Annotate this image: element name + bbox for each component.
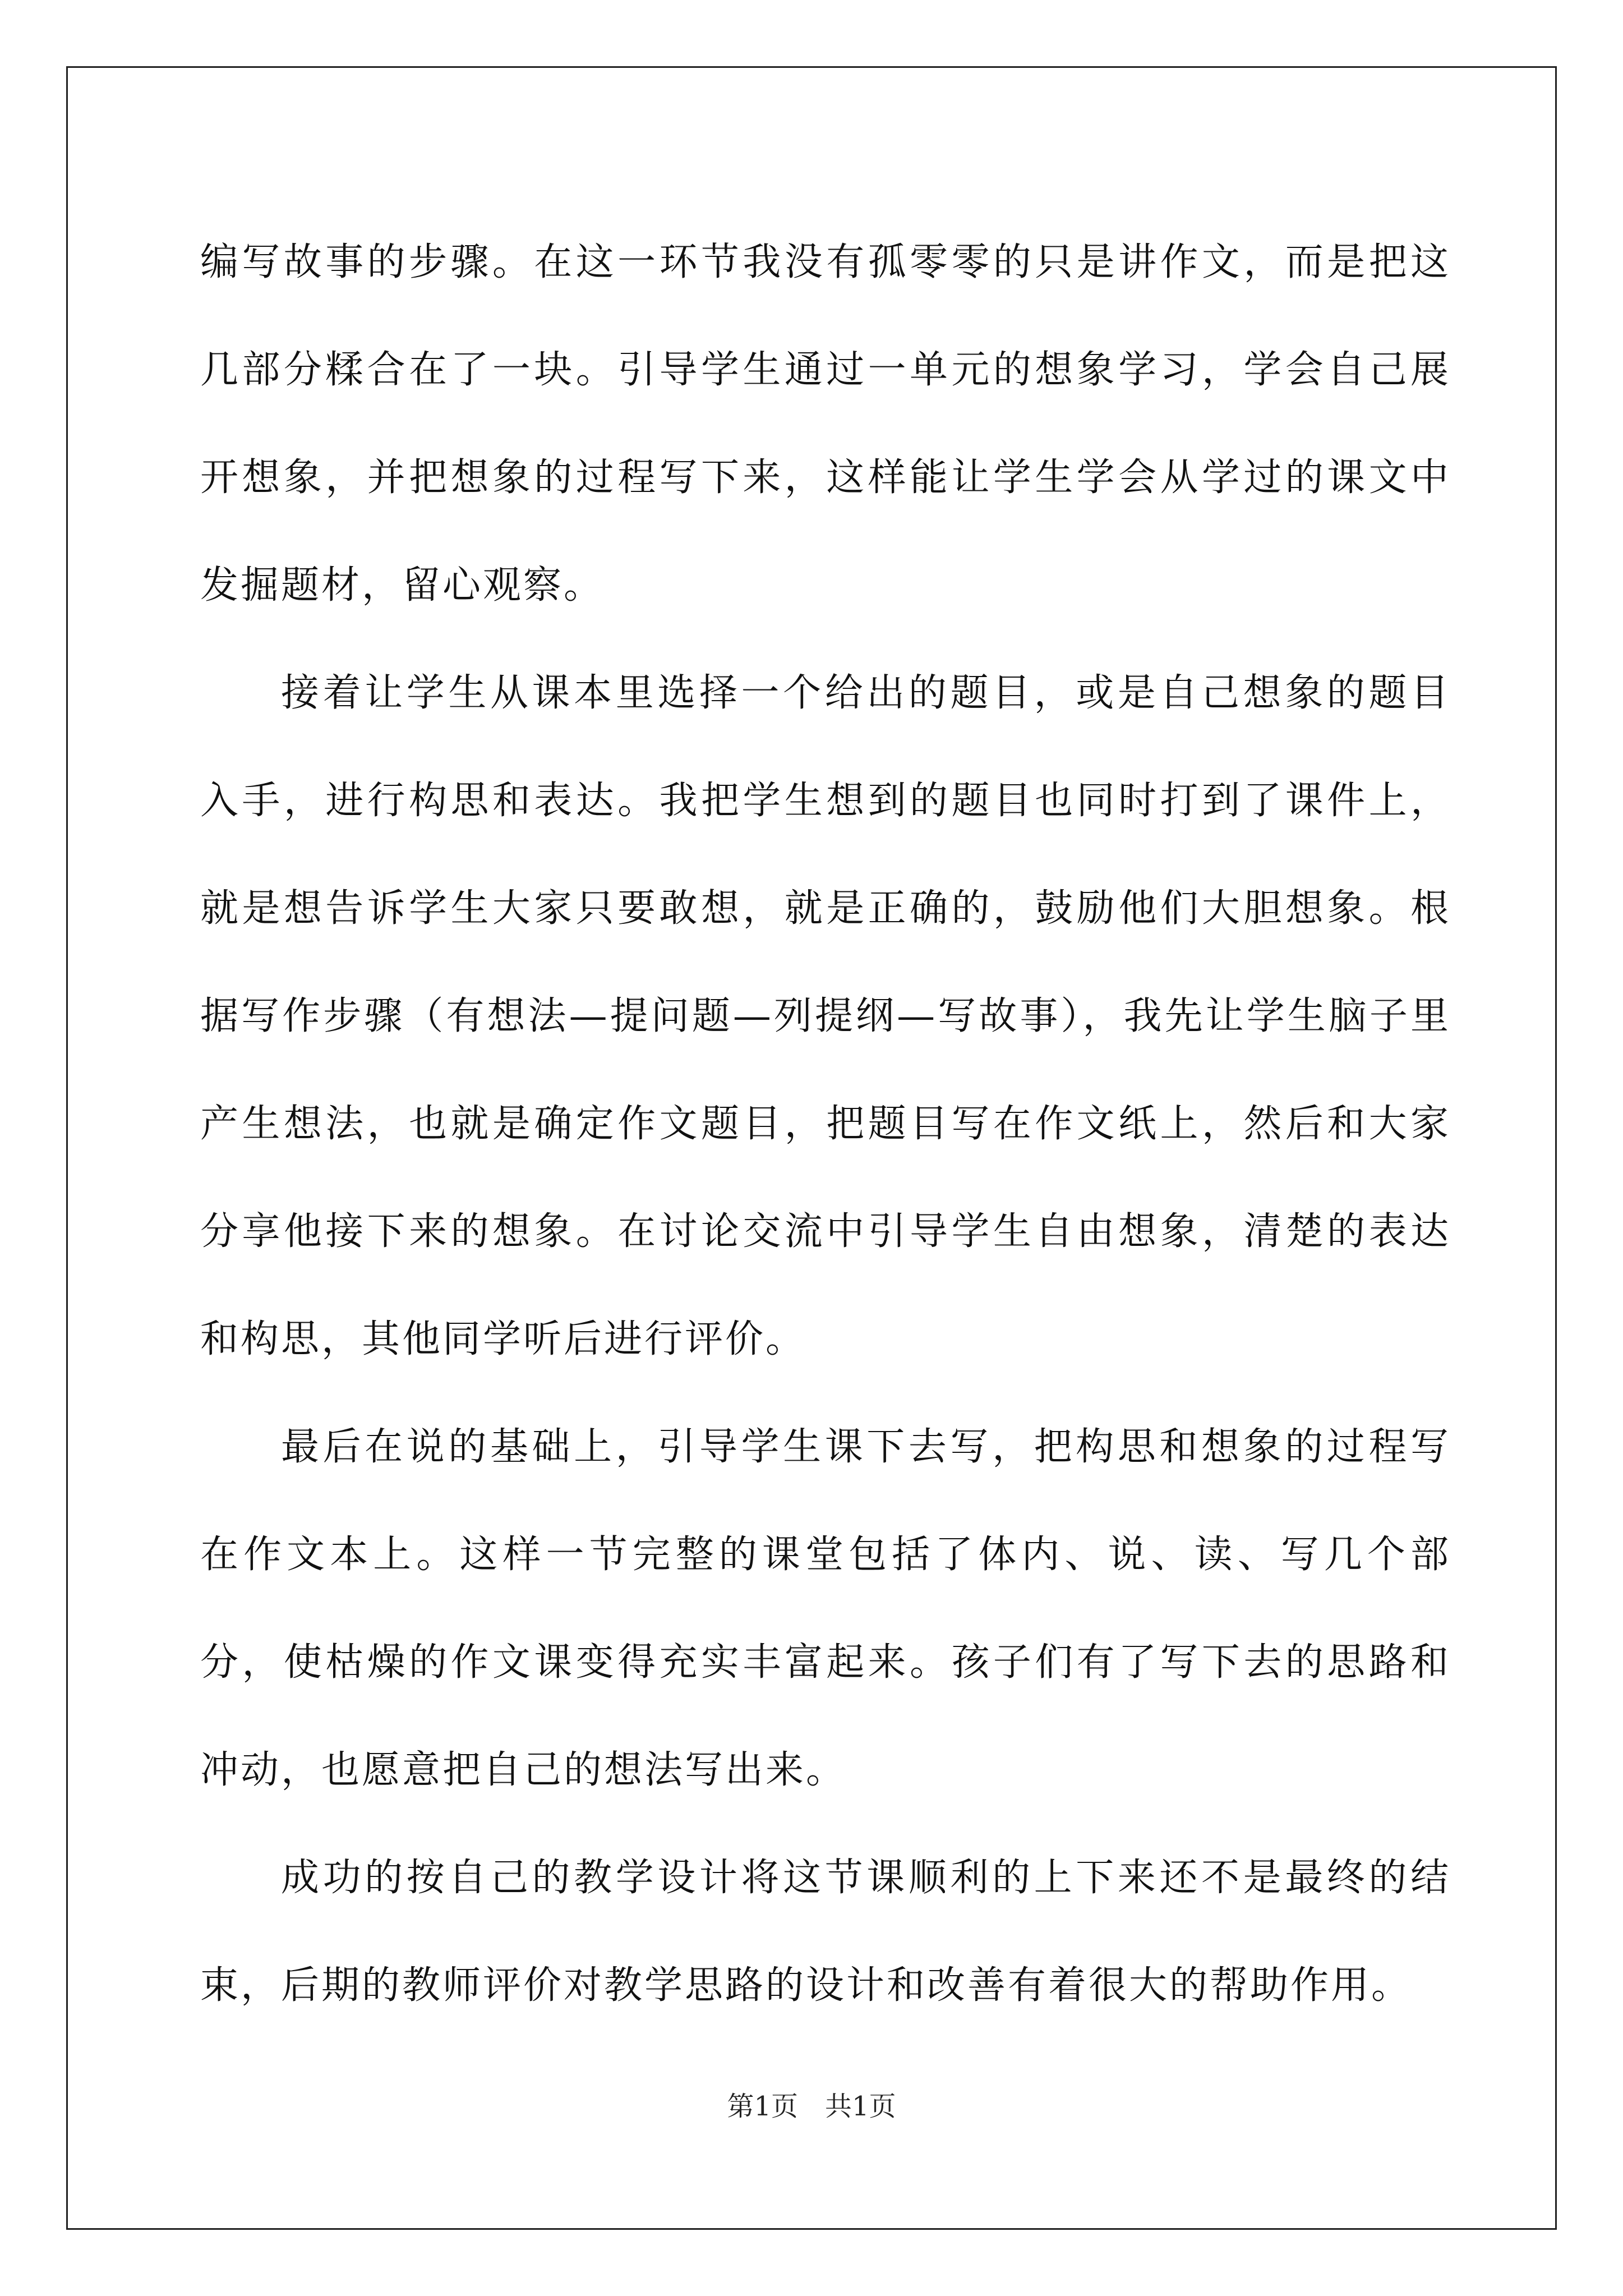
- page-number-total: 共1页: [825, 2091, 896, 2122]
- paragraph-2: 接着让学生从课本里选择一个给出的题目，或是自己想象的题目入手，进行构思和表达。我把学生想到的题目也同时打到了课件上，就是想告诉学生大家只要敢想，就是正确的，鼓励他们大胆想象。根据写作步骤（有想法—提问题—列提纲—写故事），我先让学生脑子里产生想法，也就是确定作文题目，把题目写在作文纸上，然后和大家分享他接下来的想象。在讨论交流中引导学生自由想象，清楚的表达和构思，其他同学听后进行评价。: [200, 671, 1451, 1361]
- page-footer: [0, 2090, 1623, 2123]
- paragraph-4: 成功的按自己的教学设计将这节课顺利的上下来还不是最终的结束，后期的教师评价对教学思路的设计和改善有着很大的帮助作用。: [200, 1856, 1451, 2008]
- paragraph-1: 编写故事的步骤。在这一环节我没有孤零零的只是讲作文，而是把这几部分糅合在了一块。引导学生通过一单元的想象学习，学会自己展开想象，并把想象的过程写下来，这样能让学生学会从学过的课文中发掘题材，留心观察。: [200, 240, 1451, 608]
- document-body: [200, 209, 1451, 2040]
- page-number-current: 第1页: [727, 2091, 798, 2122]
- paragraph-3: 最后在说的基础上，引导学生课下去写，把构思和想象的过程写在作文本上。这样一节完整的课堂包括了体内、说、读、写几个部分，使枯燥的作文课变得充实丰富起来。孩子们有了写下去的思路和冲动，也愿意把自己的想法写出来。: [200, 1425, 1451, 1792]
